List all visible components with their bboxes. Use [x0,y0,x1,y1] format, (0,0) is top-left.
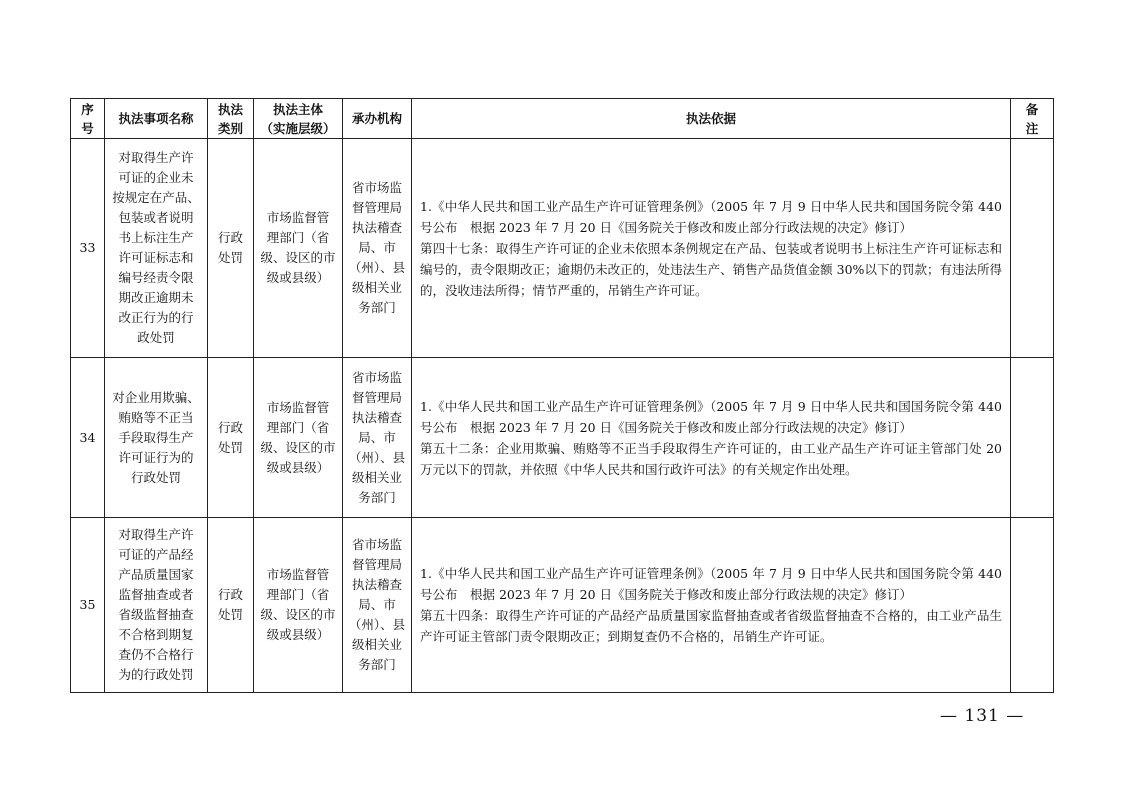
table-row [71,518,1054,693]
table-row [71,358,1054,518]
item-basis [412,358,1011,518]
table-header-row [71,99,1054,139]
item-remarks [1011,518,1054,693]
row-number: 33 [71,139,105,358]
enforcement-items-table [70,98,1054,693]
item-agency: 省市场监 督管理局 执法稽查 局、市 （州）、县 级相关业 务部门 [343,139,412,358]
item-name: 对企业用欺骗、 贿赂等不正当 手段取得生产 许可证行为的 行政处罚 [105,358,208,518]
item-basis [412,139,1011,358]
basis-law-citation: 1.《中华人民共和国工业产品生产许可证管理条例》（2005 年 7 月 9 日中华人民共和国国务院令第 440 号公布 根据 2023 年 7 月 20 日《国务院关于修改和废止部分行政法规的决定》修订） [420,198,1002,235]
row-number: 35 [71,518,105,693]
header-item-name: 执法事项名称 [105,99,208,139]
item-subject: 市场监督管 理部门（省 级、设区的市 级或县级） [254,139,343,358]
header-basis: 执法依据 [412,99,1011,139]
item-subject: 市场监督管 理部门（省 级、设区的市 级或县级） [254,518,343,693]
item-subject: 市场监督管 理部门（省 级、设区的市 级或县级） [254,358,343,518]
header-no: 序 号 [71,99,105,139]
item-category: 行政 处罚 [208,518,254,693]
item-name: 对取得生产许 可证的产品经 产品质量国家 监督抽查或者 省级监督抽查 不合格到期复 查仍不合格行 为的行政处罚 [105,518,208,693]
item-agency: 省市场监 督管理局 执法稽查 局、市 （州）、县 级相关业 务部门 [343,358,412,518]
basis-law-citation: 1.《中华人民共和国工业产品生产许可证管理条例》（2005 年 7 月 9 日中华人民共和国国务院令第 440 号公布 根据 2023 年 7 月 20 日《国务院关于修改和废止部分行政法规的决定》修订） [420,566,1002,602]
item-remarks [1011,139,1054,358]
item-category: 行政 处罚 [208,358,254,518]
basis-law-citation: 1.《中华人民共和国工业产品生产许可证管理条例》（2005 年 7 月 9 日中华人民共和国国务院令第 440 号公布 根据 2023 年 7 月 20 日《国务院关于修改和废止部分行政法规的决定》修订） [420,398,1002,435]
item-remarks [1011,358,1054,518]
item-agency: 省市场监 督管理局 执法稽查 局、市 （州）、县 级相关业 务部门 [343,518,412,693]
header-remarks: 备 注 [1011,99,1054,139]
header-agency: 承办机构 [343,99,412,139]
item-category: 行政 处罚 [208,139,254,358]
item-basis [412,518,1011,693]
basis-article-text: 第四十七条：取得生产许可证的企业未依照本条例规定在产品、包装或者说明书上标注生产许可证标志和编号的，责令限期改正；逾期仍未改正的，处违法生产、销售产品货值金额 30%以下的罚款；有违法所得的，没收违法所得；情节严重的，吊销生产许可证。 [420,240,1002,298]
basis-article-text: 第五十二条：企业用欺骗、贿赂等不正当手段取得生产许可证的，由工业产品生产许可证主管部门处 20 万元以下的罚款，并依照《中华人民共和国行政许可法》的有关规定作出处理。 [420,440,1002,477]
header-subject: 执法主体 （实施层级） [254,99,343,139]
row-number: 34 [71,358,105,518]
header-category: 执法 类别 [208,99,254,139]
table-row [71,139,1054,358]
basis-article-text: 第五十四条：取得生产许可证的产品经产品质量国家监督抽查或者省级监督抽查不合格的，由工业产品生产许可证主管部门责令限期改正；到期复查仍不合格的，吊销生产许可证。 [420,608,1002,644]
page-number: — 131 — [940,706,1025,726]
item-name: 对取得生产许 可证的企业未 按规定在产品、 包装或者说明 书上标注生产 许可证标志和 编号经责令限 期改正逾期未 改正行为的行 政处罚 [105,139,208,358]
